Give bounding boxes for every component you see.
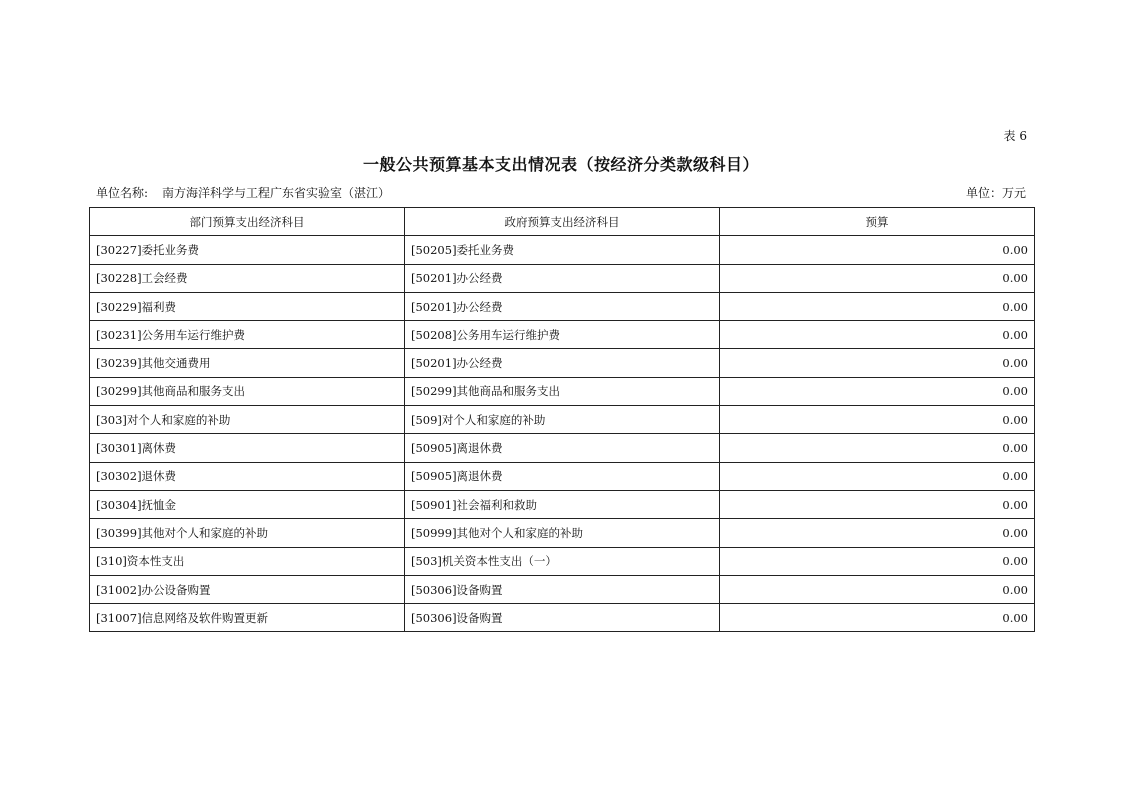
budget-amount-cell: 0.00 [720, 462, 1035, 490]
table-row [90, 292, 1035, 320]
dept-subject-cell: [30229]福利费 [90, 292, 405, 320]
header-budget: 预算 [720, 208, 1035, 236]
budget-amount-cell: 0.00 [720, 377, 1035, 405]
budget-table [89, 207, 1035, 632]
budget-amount-cell: 0.00 [720, 236, 1035, 264]
gov-subject-cell: [50905]离退休费 [405, 434, 720, 462]
gov-subject-cell: [503]机关资本性支出（一） [405, 547, 720, 575]
dept-subject-cell: [30301]离休费 [90, 434, 405, 462]
dept-subject-cell: [30302]退休费 [90, 462, 405, 490]
table-row [90, 547, 1035, 575]
org-name: 南方海洋科学与工程广东省实验室（湛江） [162, 186, 391, 200]
org-label: 单位名称: [96, 186, 149, 200]
budget-amount-cell: 0.00 [720, 547, 1035, 575]
budget-amount-cell: 0.00 [720, 519, 1035, 547]
dept-subject-cell: [310]资本性支出 [90, 547, 405, 575]
dept-subject-cell: [31007]信息网络及软件购置更新 [90, 604, 405, 632]
dept-subject-cell: [303]对个人和家庭的补助 [90, 406, 405, 434]
gov-subject-cell: [50201]办公经费 [405, 264, 720, 292]
table-row [90, 490, 1035, 518]
gov-subject-cell: [50299]其他商品和服务支出 [405, 377, 720, 405]
page-title: 一般公共预算基本支出情况表（按经济分类款级科目） [362, 155, 759, 174]
header-row [90, 208, 1035, 236]
dept-subject-cell: [30304]抚恤金 [90, 490, 405, 518]
dept-subject-cell: [30231]公务用车运行维护费 [90, 321, 405, 349]
table-row [90, 321, 1035, 349]
table-row [90, 604, 1035, 632]
dept-subject-cell: [31002]办公设备购置 [90, 575, 405, 603]
budget-amount-cell: 0.00 [720, 349, 1035, 377]
table-body [90, 236, 1035, 632]
gov-subject-cell: [50905]离退休费 [405, 462, 720, 490]
header-dept-subject: 部门预算支出经济科目 [90, 208, 405, 236]
budget-amount-cell: 0.00 [720, 292, 1035, 320]
gov-subject-cell: [50306]设备购置 [405, 575, 720, 603]
gov-subject-cell: [50208]公务用车运行维护费 [405, 321, 720, 349]
gov-subject-cell: [509]对个人和家庭的补助 [405, 406, 720, 434]
currency-unit: 单位：万元 [965, 186, 1026, 200]
table-row [90, 406, 1035, 434]
table-row [90, 236, 1035, 264]
budget-amount-cell: 0.00 [720, 575, 1035, 603]
budget-amount-cell: 0.00 [720, 604, 1035, 632]
budget-amount-cell: 0.00 [720, 406, 1035, 434]
table-row [90, 462, 1035, 490]
dept-subject-cell: [30228]工会经费 [90, 264, 405, 292]
dept-subject-cell: [30239]其他交通费用 [90, 349, 405, 377]
gov-subject-cell: [50901]社会福利和救助 [405, 490, 720, 518]
table-row [90, 434, 1035, 462]
dept-subject-cell: [30299]其他商品和服务支出 [90, 377, 405, 405]
table-row [90, 575, 1035, 603]
gov-subject-cell: [50201]办公经费 [405, 349, 720, 377]
budget-amount-cell: 0.00 [720, 434, 1035, 462]
dept-subject-cell: [30227]委托业务费 [90, 236, 405, 264]
budget-amount-cell: 0.00 [720, 321, 1035, 349]
gov-subject-cell: [50201]办公经费 [405, 292, 720, 320]
table-number: 表 6 [1003, 129, 1027, 143]
table-row [90, 349, 1035, 377]
table-header [90, 208, 1035, 236]
table-row [90, 377, 1035, 405]
gov-subject-cell: [50306]设备购置 [405, 604, 720, 632]
table-row [90, 264, 1035, 292]
table-row [90, 519, 1035, 547]
budget-amount-cell: 0.00 [720, 264, 1035, 292]
gov-subject-cell: [50999]其他对个人和家庭的补助 [405, 519, 720, 547]
header-gov-subject: 政府预算支出经济科目 [405, 208, 720, 236]
dept-subject-cell: [30399]其他对个人和家庭的补助 [90, 519, 405, 547]
gov-subject-cell: [50205]委托业务费 [405, 236, 720, 264]
budget-amount-cell: 0.00 [720, 490, 1035, 518]
